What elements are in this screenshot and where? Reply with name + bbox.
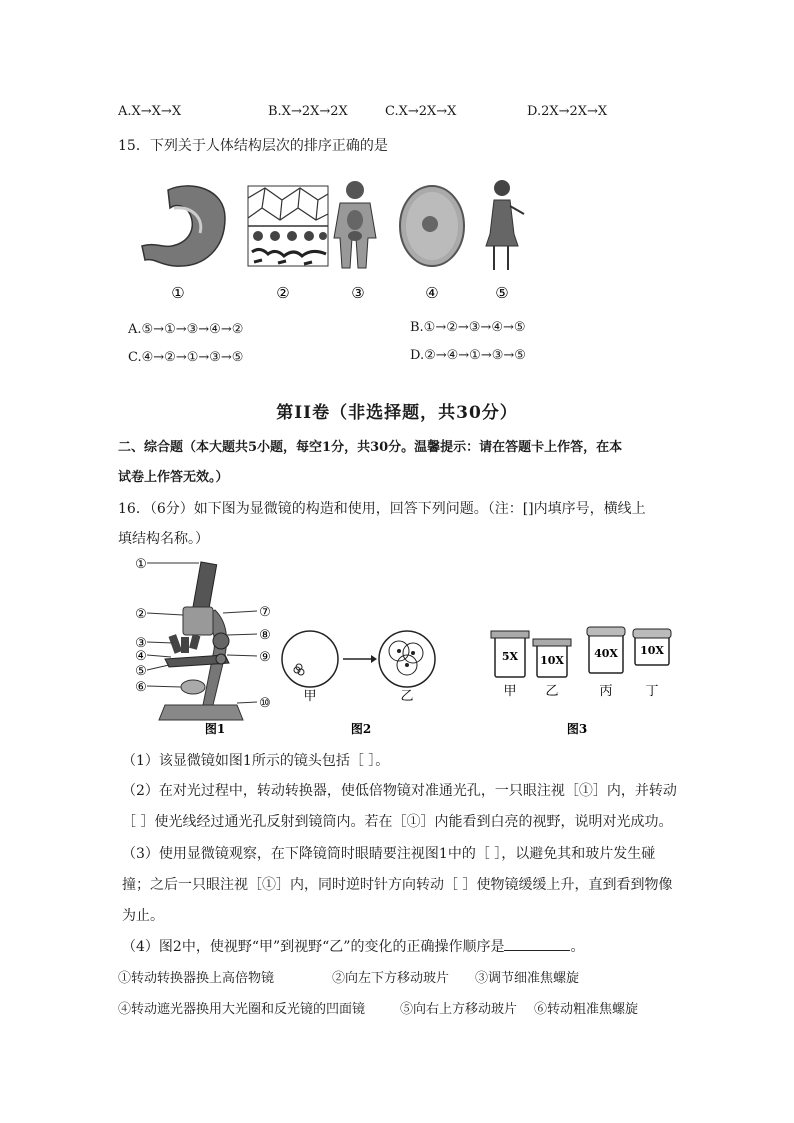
q15-option-d: D.②→④→①→③→⑤: [410, 348, 526, 363]
label-4: ④: [425, 284, 439, 302]
step-4: ④转动遮光器换用大光圈和反光镜的凹面镜: [118, 1002, 366, 1017]
label-1: ①: [171, 284, 185, 302]
fig3-label-jia: 甲: [503, 684, 517, 699]
part2-instructions-line1: 二、综合题（本大题共5小题，每空1分，共30分。温馨提示：请在答题卡上作答，在本: [118, 440, 623, 455]
stomach-icon: [142, 186, 225, 266]
q15-option-a: A.⑤→①→③→④→②: [128, 322, 244, 337]
lens-yi-mag: 10X: [540, 654, 564, 667]
q14-option-d: D.2X→2X→X: [527, 104, 608, 119]
q16-sub2-line2: ［ ］使光线经过通光孔反射到镜筒内。若在［①］内能看到白亮的视野，说明对光成功。: [122, 814, 673, 830]
step-6: ⑥转动粗准焦螺旋: [534, 1002, 639, 1017]
step-1: ①转动转换器换上高倍物镜: [118, 971, 275, 986]
q16-sub3-line3: 为止。: [122, 908, 164, 924]
q15-option-b: B.①→②→③→④→⑤: [410, 320, 526, 335]
fig1-num-9: ⑨: [259, 650, 271, 665]
q16-sub4: [122, 936, 584, 956]
q16-sub3-line2: 撞；之后一只眼注视［①］内，同时逆时针方向转动［ ］使物镜缓缓上升，直到看到物像: [122, 877, 673, 893]
part2-instructions-line2: 试卷上作答无效。）: [118, 470, 229, 485]
label-3: ③: [351, 284, 365, 302]
lens-ding-mag: 10X: [640, 644, 664, 657]
arrow-icon: [343, 655, 377, 663]
label-5: ⑤: [495, 284, 509, 302]
fig3-label-ding: 丁: [645, 684, 659, 699]
lens-jia-mag: 5X: [501, 650, 519, 663]
fig1-num-10: ⑩: [259, 696, 271, 711]
q16-stem-line2: 填结构名称。）: [118, 531, 209, 547]
fig1-num-8: ⑧: [259, 628, 271, 643]
fig2-caption: 图2: [350, 722, 372, 736]
fig1-num-7: ⑦: [259, 605, 271, 620]
q15-figure: [130, 178, 530, 303]
fig1-num-6: ⑥: [135, 680, 147, 695]
cell-icon: [400, 186, 464, 266]
q16-sub4-text: （4）图2中，使视野“甲”到视野“乙”的变化的正确操作顺序是: [122, 939, 505, 955]
q16-sub3-line1: （3）使用显微镜观察，在下降镜筒时眼睛要注视图1中的［ ］，以避免其和玻片发生碰: [122, 846, 656, 862]
fig1-caption: 图1: [204, 722, 226, 736]
q14-option-c: C.X→2X→X: [385, 104, 457, 119]
step-5: ⑤向右上方移动玻片: [400, 1002, 518, 1017]
fig2-label-jia: 甲: [303, 689, 317, 704]
q15-option-c: C.④→②→①→③→⑤: [128, 350, 244, 365]
q14-option-b: B.X→2X→2X: [268, 104, 348, 119]
fig1-num-5: ⑤: [135, 664, 147, 679]
human-organs-icon: [334, 181, 376, 268]
q14-option-a: A.X→X→X: [118, 104, 182, 119]
fig1-num-2: ②: [135, 607, 147, 622]
label-2: ②: [276, 284, 290, 302]
tissue-icon: [248, 186, 328, 266]
fig1-num-1: ①: [135, 557, 147, 572]
step-2: ②向左下方移动玻片: [332, 971, 450, 986]
answer-blank: [504, 938, 570, 951]
fig1-num-3: ③: [135, 636, 147, 651]
fig3-label-bing: 丙: [599, 684, 613, 699]
fig1-num-4: ④: [135, 649, 147, 664]
person-icon: [486, 180, 524, 270]
field-of-view-yi: [379, 631, 435, 687]
q16-sub4-end: 。: [570, 939, 585, 955]
microscope-icon: [147, 562, 257, 720]
part2-title: 第II卷（非选择题，共30分）: [276, 403, 518, 423]
lens-bing-mag: 40X: [594, 647, 618, 660]
q16-stem-line1: 16．（6分）如下图为显微镜的构造和使用，回答下列问题。（注：[]内填序号，横线上: [118, 501, 646, 517]
q15-question: 15．下列关于人体结构层次的排序正确的是: [118, 138, 388, 154]
fig3-label-yi: 乙: [545, 684, 559, 699]
microscope-figures: [125, 555, 685, 740]
fig3-caption: 图3: [566, 722, 588, 736]
q16-sub1: （1）该显微镜如图1所示的镜头包括［ ］。: [122, 753, 390, 769]
field-of-view-jia: [282, 631, 338, 687]
q16-sub2-line1: （2）在对光过程中，转动转换器，使低倍物镜对准通光孔，一只眼注视［①］内，并转动: [122, 783, 677, 799]
fig2-label-yi: 乙: [400, 689, 414, 704]
step-3: ③调节细准焦螺旋: [475, 971, 580, 986]
